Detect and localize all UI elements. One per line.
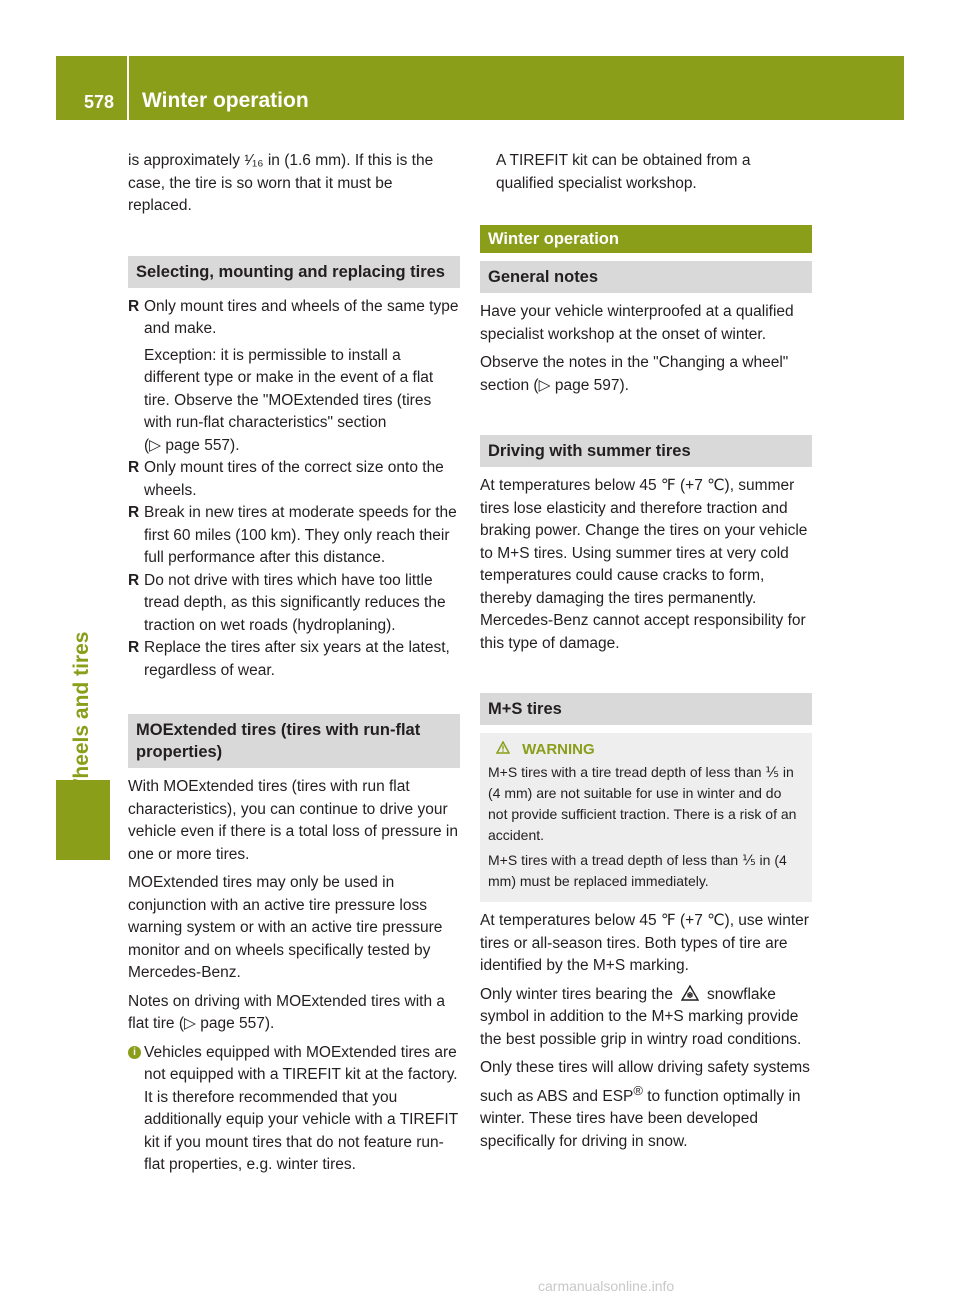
- intro-text: is approximately: [128, 152, 245, 169]
- paragraph: [480, 352, 812, 397]
- page-ref-link[interactable]: page 557).: [165, 436, 240, 454]
- intro-paragraph: A TIREFIT kit can be obtained from a qualified specialist workshop.: [496, 152, 751, 192]
- paragraph: [480, 1057, 812, 1153]
- intro-paragraph: [128, 150, 460, 218]
- list-item-text: Replace the tires after six years at the latest, regardless of wear.: [144, 639, 450, 679]
- selecting-list: [128, 296, 460, 683]
- list-item: [128, 457, 460, 502]
- intro-text-cont: in (1.6 mm). If this is the case, the tire is so worn that it must be replaced.: [128, 152, 434, 214]
- paragraph: [480, 984, 812, 1052]
- bullet-mark: R: [128, 504, 140, 521]
- page-ref-link[interactable]: page 597).: [554, 376, 629, 394]
- page-ref-link[interactable]: page 557).: [200, 1015, 275, 1032]
- watermark: carmanualsonline.info: [538, 1278, 675, 1294]
- paragraph-text: Only these tires will allow driving safety systems such as ABS and ESP: [480, 1059, 810, 1105]
- warning-text: M+S tires with a tire tread depth of less than ⅕ in (4 mm) are not suitable for use in winter and do not provide sufficient traction. There is a risk of an accident.: [488, 764, 797, 843]
- fraction: ¹⁄₁₆: [244, 152, 264, 169]
- info-note: [128, 1042, 460, 1177]
- ref-arrow-icon: ▷: [149, 436, 162, 454]
- chapter-heading: Winter operation: [480, 225, 812, 253]
- paragraph: [128, 991, 460, 1036]
- paragraph-text: Notes on driving with MOExtended tires with a flat tire (: [128, 992, 446, 1032]
- section-heading-general: General notes: [480, 261, 812, 293]
- info-icon: i: [128, 1046, 141, 1059]
- paragraph-text: snowflake symbol in addition to the M+S marking provide the best possible grip in wintry road conditions.: [480, 985, 802, 1048]
- list-item: [128, 570, 460, 638]
- paragraph-text: to function optimally in winter. These tires have been developed specifically for driving in snow.: [480, 1087, 801, 1150]
- warning-title-text: WARNING: [522, 741, 595, 758]
- left-column: [128, 150, 460, 1183]
- paragraph-text: Observe the notes in the "Changing a wheel" section (: [480, 354, 789, 394]
- list-item-text: Only mount tires of the correct size onto the wheels.: [144, 459, 444, 499]
- section-heading-ms: M+S tires: [480, 693, 812, 725]
- list-item-subtext: Exception: it is permissible to install a different type or make in the event of a flat tire. Observe the "MOExtended tires (tires with run-flat characteristics" section (▷ page 557).: [144, 346, 434, 454]
- list-item-text: Only mount tires and wheels of the same type and make.: [144, 297, 459, 337]
- bullet-mark: R: [128, 571, 140, 589]
- snowflake-mountain-icon: [681, 984, 699, 1002]
- warning-box: [480, 733, 812, 902]
- ref-arrow-icon: ▷: [538, 376, 551, 394]
- right-column: [480, 150, 812, 1159]
- side-tab-label: Wheels and tires: [70, 631, 93, 799]
- list-item-text: Break in new tires at moderate speeds for the first 60 miles (100 km). They only reach their full performance after this distance.: [144, 504, 457, 566]
- paragraph-text: Only winter tires bearing the: [480, 985, 673, 1003]
- bullet-mark: R: [128, 639, 140, 656]
- page-number: 578: [84, 92, 115, 112]
- list-item: [128, 502, 460, 570]
- warning-text: M+S tires with a tread depth of less than ⅕ in (4 mm) must be replaced immediately.: [488, 852, 787, 889]
- paragraph: With MOExtended tires (tires with run flat characteristics), you can continue to drive your vehicle even if there is a total loss of pressure in one or more tires.: [128, 778, 458, 863]
- list-item: [128, 637, 460, 682]
- bullet-mark: R: [128, 459, 140, 476]
- page-title: Winter operation: [142, 89, 309, 112]
- subtext: Exception: it is permissible to install a different type or make in the event of a flat tire. Observe the "MOExtended tires (tires with run-flat characteristics" section: [144, 346, 434, 431]
- paragraph: At temperatures below 45 ℉ (+7 ℃), summer tires lose elasticity and therefore traction and braking power. Change the tires on your vehicle to M+S tires. Using summer tires at very cold temperatures could cause cracks to form, thereby damaging the tires permanently. Mercedes-Benz cannot accept responsibility for this type of damage.: [480, 477, 808, 652]
- section-heading-moextended: MOExtended tires (tires with run-flat properties): [128, 714, 460, 768]
- list-item-text: Do not drive with tires which have too little tread depth, as this significantly reduces the traction on wet roads (hydroplaning).: [144, 571, 446, 634]
- section-heading-summer: Driving with summer tires: [480, 435, 812, 467]
- paragraph: Have your vehicle winterproofed at a qualified specialist workshop at the onset of winter.: [480, 303, 794, 343]
- header-divider: [127, 56, 129, 120]
- list-item: [128, 296, 460, 458]
- paragraph: At temperatures below 45 ℉ (+7 ℃), use winter tires or all-season tires. Both types of tire are identified by the M+S marking.: [480, 912, 809, 974]
- bullet-mark: R: [128, 297, 140, 315]
- warning-triangle-icon: [496, 741, 514, 758]
- section-heading-selecting: Selecting, mounting and replacing tires: [128, 256, 460, 288]
- registered-mark: ®: [633, 1082, 643, 1098]
- info-note-text: Vehicles equipped with MOExtended tires are not equipped with a TIREFIT kit at the factory. It is therefore recommended that you additionally equip your vehicle with a TIREFIT kit if you mount tires that do not feature run-flat properties, e.g. winter tires.: [144, 1043, 458, 1173]
- paragraph: MOExtended tires may only be used in conjunction with an active tire pressure loss warning system or with an active tire pressure monitor and on wheels specifically tested by Mercedes-Benz.: [128, 874, 443, 981]
- ref-arrow-icon: ▷: [183, 1015, 196, 1032]
- warning-title: [488, 739, 804, 760]
